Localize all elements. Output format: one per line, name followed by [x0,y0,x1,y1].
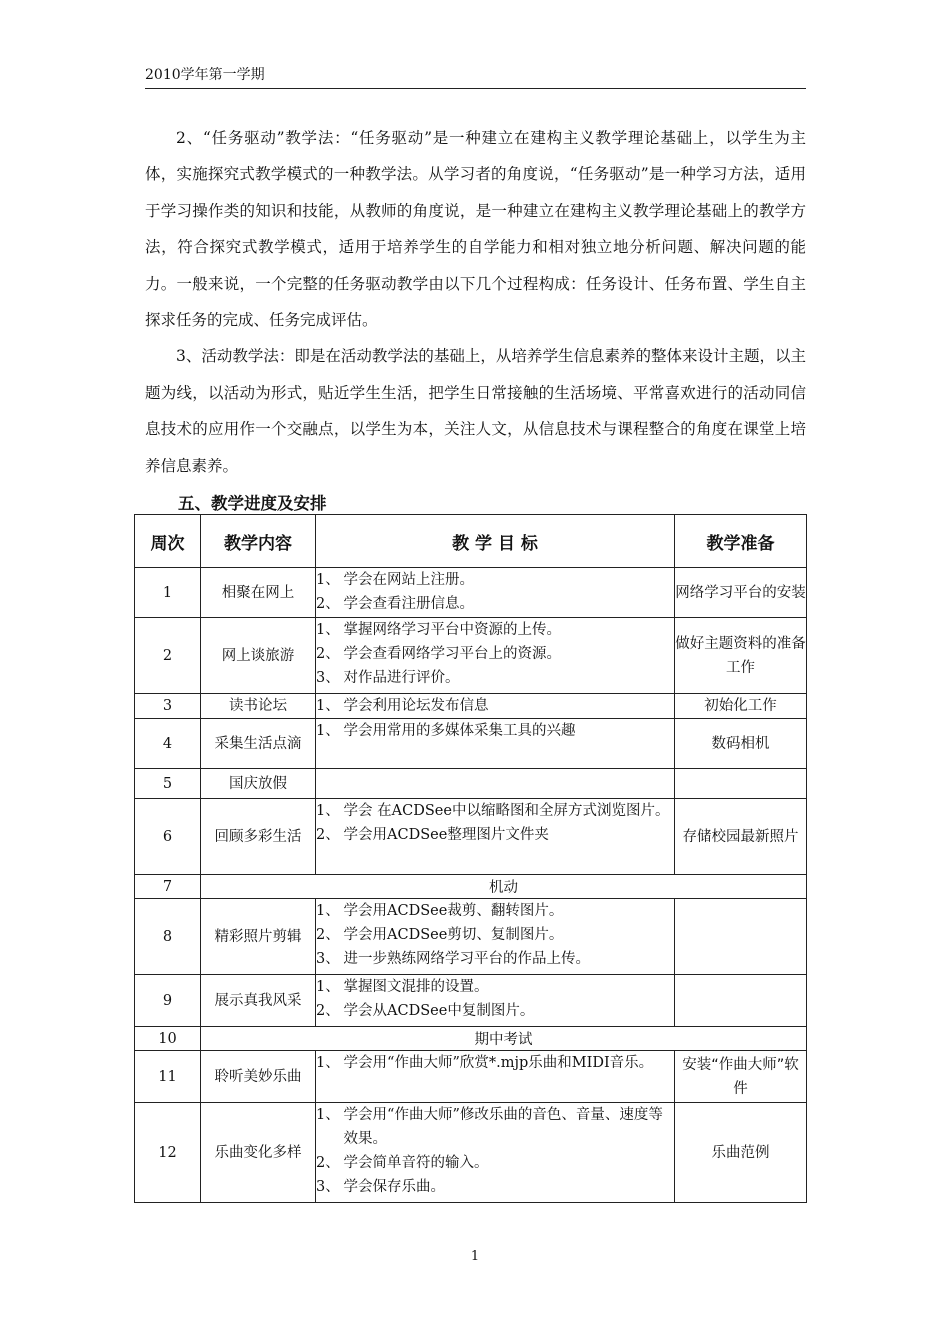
goal-item [316,923,674,947]
content-cell: 读书论坛 [201,694,316,719]
header-goals: 教 学 目 标 [316,515,675,568]
table-row [135,1051,807,1103]
week-cell: 9 [135,975,201,1027]
goal-number: 1、 [316,622,340,638]
week-cell: 10 [135,1027,201,1051]
goal-text: 学会用常用的多媒体采集工具的兴趣 [343,723,576,739]
goal-item [316,1175,674,1199]
goal-item [316,694,674,718]
table-row [135,719,807,769]
goal-item [316,666,674,690]
header-prep: 教学准备 [675,515,807,568]
table-header-row [135,515,807,568]
body-text [145,120,806,484]
goal-number: 1、 [316,803,340,819]
week-cell: 5 [135,769,201,799]
goal-number: 2、 [316,646,340,662]
prep-cell: 网络学习平台的安装 [675,568,807,618]
goal-text: 掌握图文混排的设置。 [343,979,489,995]
goal-text: 学会用ACDSee裁剪、翻转图片。 [343,903,564,919]
table-row [135,769,807,799]
goal-text: 学会在网站上注册。 [343,572,475,588]
week-cell: 3 [135,694,201,719]
goal-text: 学会用ACDSee剪切、复制图片。 [343,927,564,943]
page-number: 1 [470,1249,480,1264]
goals-cell [316,1103,675,1203]
week-cell: 7 [135,875,201,899]
prep-cell: 安装“作曲大师”软件 [675,1051,807,1103]
goal-text: 学会利用论坛发布信息 [343,698,489,714]
goal-text: 学会查看注册信息。 [343,596,475,612]
table-row [135,618,807,694]
goals-cell [316,568,675,618]
goal-item [316,1151,674,1175]
goal-text: 学会从ACDSee中复制图片。 [343,1003,535,1019]
goal-number: 2、 [316,827,340,843]
prep-cell: 乐曲范例 [675,1103,807,1203]
goal-number: 2、 [316,596,340,612]
goal-item [316,1051,674,1075]
table-row [135,899,807,975]
goals-cell [316,899,675,975]
merged-cell: 期中考试 [201,1027,807,1051]
goal-item [316,568,674,592]
goals-cell [316,975,675,1027]
goal-number: 2、 [316,1003,340,1019]
content-cell: 相聚在网上 [201,568,316,618]
goal-text: 学会用“作曲大师”欣赏*.mjp乐曲和MIDI音乐。 [343,1055,654,1071]
content-cell: 乐曲变化多样 [201,1103,316,1203]
content-cell: 网上谈旅游 [201,618,316,694]
goal-item [316,899,674,923]
week-cell: 12 [135,1103,201,1203]
goal-number: 1、 [316,903,340,919]
content-cell: 精彩照片剪辑 [201,899,316,975]
goal-item [316,947,674,971]
goal-number: 1、 [316,572,340,588]
prep-cell: 数码相机 [675,719,807,769]
goal-text: 进一步熟练网络学习平台的作品上传。 [343,951,591,967]
goals-cell [316,618,675,694]
table-row [135,799,807,875]
section-title: 五、教学进度及安排 [178,494,327,513]
goal-item [316,823,674,847]
goals-cell [316,694,675,719]
goal-item [316,642,674,666]
goal-text: 学会保存乐曲。 [343,1179,446,1195]
week-cell: 1 [135,568,201,618]
goals-cell [316,719,675,769]
prep-cell [675,975,807,1027]
goal-text: 对作品进行评价。 [343,670,460,686]
merged-cell: 机动 [201,875,807,899]
goal-number: 1、 [316,723,340,739]
goal-number: 3、 [316,670,340,686]
content-cell: 采集生活点滴 [201,719,316,769]
prep-cell: 做好主题资料的准备工作 [675,618,807,694]
goal-text: 学会查看网络学习平台上的资源。 [343,646,562,662]
goals-cell [316,799,675,875]
goal-number: 2、 [316,927,340,943]
goal-item [316,719,674,743]
content-cell: 展示真我风采 [201,975,316,1027]
week-cell: 8 [135,899,201,975]
goal-number: 3、 [316,951,340,967]
goal-text: 学会简单音符的输入。 [343,1155,489,1171]
goal-item [316,1103,674,1151]
page-header: 2010学年第一学期 [145,64,806,89]
table-row [135,875,807,899]
header-content: 教学内容 [201,515,316,568]
goal-number: 1、 [316,698,340,714]
goal-text: 学会用ACDSee整理图片文件夹 [343,827,549,843]
week-cell: 4 [135,719,201,769]
table-row [135,1027,807,1051]
content-cell: 回顾多彩生活 [201,799,316,875]
goal-number: 1、 [316,1107,340,1123]
prep-cell [675,899,807,975]
goal-number: 3、 [316,1179,340,1195]
prep-cell: 初始化工作 [675,694,807,719]
content-cell: 聆听美妙乐曲 [201,1051,316,1103]
goal-item [316,799,674,823]
week-cell: 2 [135,618,201,694]
header-week: 周次 [135,515,201,568]
goals-cell [316,769,675,799]
prep-cell [675,769,807,799]
table-row [135,1103,807,1203]
goal-item [316,975,674,999]
goal-item [316,618,674,642]
goal-number: 1、 [316,1055,340,1071]
goal-number: 1、 [316,979,340,995]
goals-cell [316,1051,675,1103]
content-cell: 国庆放假 [201,769,316,799]
table-row [135,568,807,618]
schedule-table [134,514,807,1203]
goal-item [316,999,674,1023]
goal-text: 学会 在ACDSee中以缩略图和全屏方式浏览图片。 [343,803,670,819]
paragraph-activity: 3、活动教学法：即是在活动教学法的基础上，从培养学生信息素养的整体来设计主题，以主题为线，以活动为形式，贴近学生生活，把学生日常接触的生活场境、平常喜欢进行的活动同信息技术的应用作一个交融点，以学生为本，关注人文，从信息技术与课程整合的角度在课堂上培养信息素养。 [145,347,806,475]
week-cell: 11 [135,1051,201,1103]
week-cell: 6 [135,799,201,875]
goal-item [316,592,674,616]
goal-text: 掌握网络学习平台中资源的上传。 [343,622,562,638]
goal-number: 2、 [316,1155,340,1171]
paragraph-task-driven: 2、“任务驱动”教学法：“任务驱动”是一种建立在建构主义教学理论基础上，以学生为主体，实施探究式教学模式的一种教学法。从学习者的角度说，“任务驱动”是一种学习方法，适用于学习操作类的知识和技能，从教师的角度说，是一种建立在建构主义教学理论基础上的教学方法，符合探究式教学模式，适用于培养学生的自学能力和相对独立地分析问题、解决问题的能力。一般来说，一个完整的任务驱动教学由以下几个过程构成：任务设计、任务布置、学生自主探求任务的完成、任务完成评估。 [145,129,806,330]
prep-cell: 存储校园最新照片 [675,799,807,875]
goal-text: 学会用“作曲大师”修改乐曲的音色、音量、速度等效果。 [343,1107,663,1147]
table-row [135,694,807,719]
table-row [135,975,807,1027]
